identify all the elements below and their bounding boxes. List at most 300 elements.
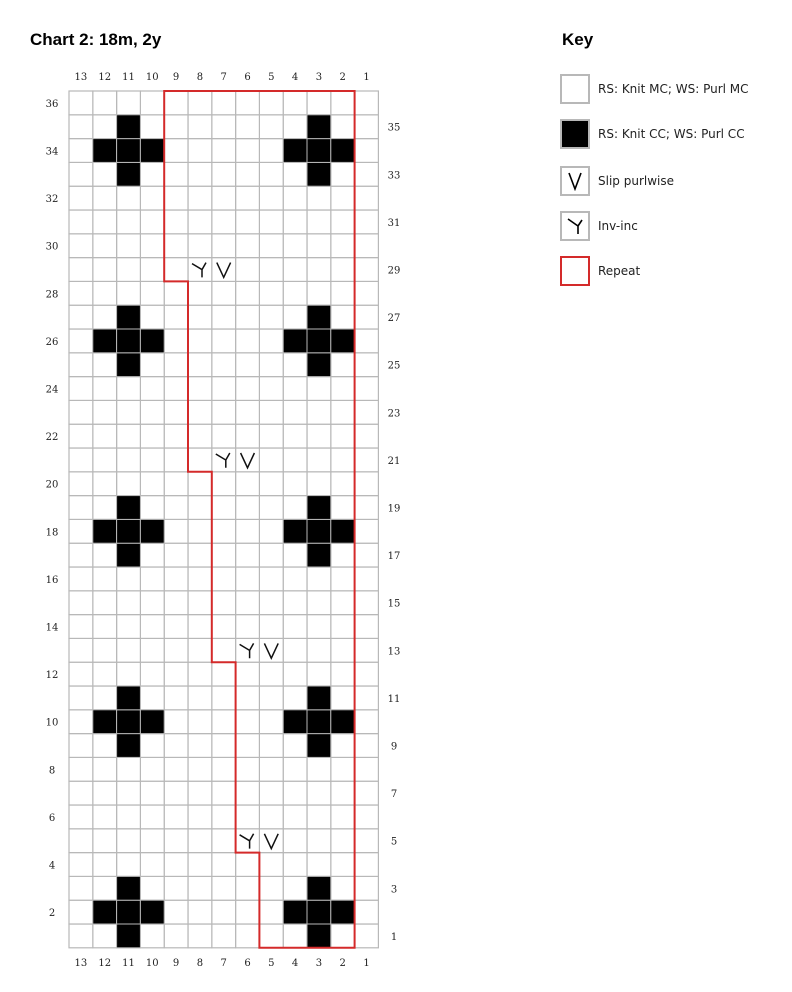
grid-cell xyxy=(283,591,307,615)
grid-cell xyxy=(307,258,331,282)
row-label-right: 23 xyxy=(387,408,401,420)
grid-cell xyxy=(283,162,307,186)
grid-cell xyxy=(188,400,212,424)
grid-cell xyxy=(188,734,212,758)
grid-cell xyxy=(188,353,212,377)
grid-cell xyxy=(164,305,188,329)
legend-label: Repeat xyxy=(598,264,641,278)
cc-cell xyxy=(117,329,141,353)
row-label-right: 3 xyxy=(390,884,398,896)
grid-cell xyxy=(69,210,93,234)
grid-cell xyxy=(93,234,117,258)
grid-cell xyxy=(140,353,164,377)
grid-cell xyxy=(236,305,260,329)
cc-cell xyxy=(117,710,141,734)
row-label-right: 5 xyxy=(390,836,398,848)
column-label-top: 8 xyxy=(196,72,204,83)
cc-cell xyxy=(140,900,164,924)
grid-cell xyxy=(283,234,307,258)
grid-cell xyxy=(164,400,188,424)
grid-cell xyxy=(236,115,260,139)
grid-cell xyxy=(93,400,117,424)
cc-cell xyxy=(93,139,117,163)
grid-cell xyxy=(93,281,117,305)
grid-cell xyxy=(307,281,331,305)
cc-cell xyxy=(307,924,331,948)
column-label-bottom: 4 xyxy=(291,957,299,969)
grid-cell xyxy=(93,115,117,139)
grid-cell xyxy=(331,543,355,567)
grid-cell xyxy=(69,424,93,448)
grid-cell xyxy=(140,876,164,900)
grid-cell xyxy=(236,472,260,496)
cc-cell xyxy=(117,519,141,543)
cc-cell xyxy=(140,329,164,353)
grid-cell xyxy=(69,281,93,305)
grid-cell xyxy=(93,781,117,805)
legend-label: Slip purlwise xyxy=(598,174,674,188)
inv-inc-icon xyxy=(560,211,590,241)
grid-cell xyxy=(140,472,164,496)
grid-cell xyxy=(259,400,283,424)
grid-cell xyxy=(355,472,379,496)
grid-cell xyxy=(117,234,141,258)
grid-cell xyxy=(331,281,355,305)
cc-cell xyxy=(331,900,355,924)
grid-cell xyxy=(259,781,283,805)
grid-cell xyxy=(212,924,236,948)
grid-cell xyxy=(259,519,283,543)
grid-cell xyxy=(236,281,260,305)
row-label-left: 14 xyxy=(45,622,59,634)
row-label-right: 19 xyxy=(387,503,401,515)
cc-cell xyxy=(283,329,307,353)
cc-cell xyxy=(117,139,141,163)
grid-cell xyxy=(93,472,117,496)
grid-cell xyxy=(188,876,212,900)
grid-cell xyxy=(69,924,93,948)
row-label-right: 9 xyxy=(390,741,398,753)
cc-cell xyxy=(93,329,117,353)
grid-cell xyxy=(164,924,188,948)
legend-label: RS: Knit MC; WS: Purl MC xyxy=(598,82,749,96)
grid-cell xyxy=(236,805,260,829)
grid-cell xyxy=(236,662,260,686)
grid-cell xyxy=(212,353,236,377)
cc-cell xyxy=(117,115,141,139)
grid-cell xyxy=(355,258,379,282)
grid-cell xyxy=(212,400,236,424)
row-label-right: 21 xyxy=(387,455,401,467)
cc-cell xyxy=(117,686,141,710)
grid-cell xyxy=(164,519,188,543)
grid-cell xyxy=(236,543,260,567)
grid-cell xyxy=(259,139,283,163)
grid-cell xyxy=(331,424,355,448)
grid-cell xyxy=(69,186,93,210)
grid-cell xyxy=(212,686,236,710)
grid-cell xyxy=(331,686,355,710)
cc-cell xyxy=(117,734,141,758)
grid-cell xyxy=(331,876,355,900)
cc-cell xyxy=(140,139,164,163)
grid-cell xyxy=(93,615,117,639)
grid-cell xyxy=(188,234,212,258)
grid-cell xyxy=(140,91,164,115)
grid-cell xyxy=(117,377,141,401)
grid-cell xyxy=(236,734,260,758)
grid-cell xyxy=(236,876,260,900)
cc-cell xyxy=(307,139,331,163)
grid-cell xyxy=(69,377,93,401)
grid-cell xyxy=(140,115,164,139)
column-label-top: 13 xyxy=(74,72,88,83)
grid-cell xyxy=(164,424,188,448)
grid-cell xyxy=(236,519,260,543)
grid-cell xyxy=(69,662,93,686)
column-label-top: 11 xyxy=(122,72,135,83)
grid-cell xyxy=(283,829,307,853)
cc-cell xyxy=(117,876,141,900)
grid-cell xyxy=(355,757,379,781)
grid-cell xyxy=(140,829,164,853)
grid-cell xyxy=(212,757,236,781)
grid-cell xyxy=(212,234,236,258)
row-label-right: 27 xyxy=(387,313,401,325)
grid-cell xyxy=(212,805,236,829)
grid-cell xyxy=(355,829,379,853)
grid-cell xyxy=(69,710,93,734)
grid-cell xyxy=(259,496,283,520)
legend-item-knit-mc xyxy=(560,73,749,105)
grid-cell xyxy=(259,234,283,258)
grid-cell xyxy=(331,258,355,282)
cc-cell xyxy=(307,496,331,520)
row-label-right: 1 xyxy=(390,931,398,943)
grid-cell xyxy=(188,91,212,115)
grid-cell xyxy=(164,258,188,282)
grid-cell xyxy=(307,234,331,258)
grid-cell xyxy=(331,805,355,829)
grid-cell xyxy=(188,615,212,639)
grid-cell xyxy=(355,781,379,805)
cc-cell xyxy=(117,900,141,924)
grid-cell xyxy=(188,472,212,496)
grid-cell xyxy=(188,900,212,924)
grid-cell xyxy=(236,757,260,781)
grid-cell xyxy=(259,115,283,139)
grid-cell xyxy=(355,924,379,948)
grid-cell xyxy=(283,353,307,377)
grid-cell xyxy=(117,91,141,115)
grid-cell xyxy=(164,615,188,639)
grid-cell xyxy=(164,234,188,258)
grid-cell xyxy=(236,781,260,805)
grid-cell xyxy=(236,139,260,163)
grid-cell xyxy=(212,377,236,401)
grid-cell xyxy=(69,734,93,758)
cc-cell xyxy=(307,543,331,567)
grid-cell xyxy=(140,638,164,662)
grid-cell xyxy=(69,305,93,329)
cc-cell xyxy=(93,519,117,543)
grid-cell xyxy=(283,258,307,282)
grid-cell xyxy=(117,853,141,877)
grid-cell xyxy=(93,377,117,401)
grid-cell xyxy=(355,448,379,472)
grid-cell xyxy=(117,781,141,805)
grid-cell xyxy=(164,139,188,163)
grid-cell xyxy=(140,424,164,448)
row-label-right: 33 xyxy=(387,170,401,182)
grid-cell xyxy=(93,924,117,948)
grid-cell xyxy=(140,281,164,305)
grid-cell xyxy=(307,757,331,781)
grid-cell xyxy=(93,162,117,186)
grid-cell xyxy=(140,805,164,829)
grid-cell xyxy=(93,305,117,329)
grid-cell xyxy=(93,757,117,781)
grid-cell xyxy=(331,734,355,758)
row-label-left: 34 xyxy=(45,146,59,158)
grid-cell xyxy=(212,710,236,734)
column-label-top: 10 xyxy=(145,72,159,83)
grid-cell xyxy=(236,258,260,282)
grid-cell xyxy=(283,186,307,210)
grid-cell xyxy=(212,139,236,163)
cc-cell xyxy=(117,496,141,520)
grid-cell xyxy=(69,162,93,186)
grid-cell xyxy=(188,377,212,401)
grid-cell xyxy=(212,638,236,662)
row-label-left: 18 xyxy=(45,527,59,539)
grid-cell xyxy=(259,615,283,639)
grid-cell xyxy=(259,377,283,401)
grid-cell xyxy=(164,710,188,734)
grid-cell xyxy=(164,496,188,520)
grid-cell xyxy=(259,258,283,282)
grid-cell xyxy=(259,91,283,115)
cc-cell xyxy=(307,115,331,139)
grid-cell xyxy=(164,591,188,615)
grid-cell xyxy=(212,91,236,115)
grid-cell xyxy=(307,91,331,115)
grid-cell xyxy=(188,853,212,877)
grid-cell xyxy=(259,734,283,758)
grid-cell xyxy=(236,186,260,210)
grid-cell xyxy=(93,567,117,591)
grid-cell xyxy=(188,448,212,472)
grid-cell xyxy=(283,638,307,662)
grid-cell xyxy=(93,591,117,615)
grid-cell xyxy=(259,305,283,329)
grid-cell xyxy=(355,115,379,139)
grid-cell xyxy=(140,615,164,639)
grid-cell xyxy=(236,829,260,853)
grid-cell xyxy=(236,210,260,234)
cc-cell xyxy=(331,519,355,543)
cc-cell xyxy=(307,353,331,377)
row-label-right: 29 xyxy=(387,265,401,277)
grid-cell xyxy=(164,115,188,139)
row-label-left: 2 xyxy=(48,908,56,920)
grid-cell xyxy=(140,924,164,948)
grid-cell xyxy=(355,900,379,924)
slip-purlwise-icon xyxy=(560,166,590,196)
grid-cell xyxy=(188,519,212,543)
column-label-bottom: 12 xyxy=(98,957,112,969)
grid-cell xyxy=(69,757,93,781)
grid-cell xyxy=(140,853,164,877)
cc-cell xyxy=(117,305,141,329)
cc-cell xyxy=(331,710,355,734)
grid-cell xyxy=(236,377,260,401)
grid-cell xyxy=(236,615,260,639)
grid-cell xyxy=(307,424,331,448)
grid-cell xyxy=(236,424,260,448)
grid-cell xyxy=(307,805,331,829)
column-label-bottom: 1 xyxy=(363,957,370,969)
grid-cell xyxy=(188,924,212,948)
grid-cell xyxy=(212,900,236,924)
grid-cell xyxy=(212,734,236,758)
column-label-bottom: 2 xyxy=(339,957,346,969)
grid-cell xyxy=(355,91,379,115)
cc-cell xyxy=(117,543,141,567)
grid-cell xyxy=(331,305,355,329)
grid-cell xyxy=(164,281,188,305)
grid-cell xyxy=(283,757,307,781)
grid-cell xyxy=(236,234,260,258)
grid-cell xyxy=(164,686,188,710)
grid-cell xyxy=(259,210,283,234)
grid-cell xyxy=(212,115,236,139)
grid-cell xyxy=(283,305,307,329)
column-label-bottom: 8 xyxy=(196,957,204,969)
cc-cell xyxy=(307,305,331,329)
grid-cell xyxy=(283,781,307,805)
grid-cell xyxy=(188,757,212,781)
grid-cell xyxy=(259,591,283,615)
grid-cell xyxy=(283,448,307,472)
column-label-bottom: 6 xyxy=(244,957,251,969)
grid-cell xyxy=(236,567,260,591)
grid-cell xyxy=(188,829,212,853)
row-label-left: 20 xyxy=(45,479,59,491)
grid-cell xyxy=(283,662,307,686)
grid-cell xyxy=(164,638,188,662)
grid-cell xyxy=(331,115,355,139)
grid-cell xyxy=(212,424,236,448)
grid-cell xyxy=(69,496,93,520)
grid-cell xyxy=(259,162,283,186)
grid-cell xyxy=(259,662,283,686)
grid-cell xyxy=(259,543,283,567)
grid-cell xyxy=(307,591,331,615)
grid-cell xyxy=(283,281,307,305)
grid-cell xyxy=(355,615,379,639)
grid-cell xyxy=(117,829,141,853)
grid-cell xyxy=(188,210,212,234)
grid-cell xyxy=(331,496,355,520)
grid-cell xyxy=(307,377,331,401)
grid-cell xyxy=(355,305,379,329)
cc-cell xyxy=(283,900,307,924)
grid-cell xyxy=(164,91,188,115)
grid-cell xyxy=(355,710,379,734)
cc-cell xyxy=(140,519,164,543)
chart-title: Chart 2: 18m, 2y xyxy=(30,30,162,49)
grid-cell xyxy=(164,900,188,924)
grid-cell xyxy=(307,400,331,424)
legend-label: Inv-inc xyxy=(598,219,638,233)
row-label-left: 16 xyxy=(45,574,59,586)
grid-cell xyxy=(164,448,188,472)
grid-cell xyxy=(259,472,283,496)
grid-cell xyxy=(69,638,93,662)
legend-item-slip-purlwise xyxy=(560,165,674,197)
grid-cell xyxy=(259,757,283,781)
row-label-left: 6 xyxy=(48,812,56,824)
grid-cell xyxy=(212,591,236,615)
cc-cell xyxy=(283,519,307,543)
grid-cell xyxy=(307,472,331,496)
column-label-top: 2 xyxy=(339,72,346,83)
grid-cell xyxy=(259,329,283,353)
cc-cell xyxy=(117,924,141,948)
grid-cell xyxy=(355,734,379,758)
grid-cell xyxy=(140,686,164,710)
grid-cell xyxy=(164,377,188,401)
grid-cell xyxy=(93,876,117,900)
column-label-top: 12 xyxy=(98,72,112,83)
grid-cell xyxy=(117,210,141,234)
cc-cell xyxy=(283,710,307,734)
grid-cell xyxy=(140,734,164,758)
grid-cell xyxy=(140,400,164,424)
grid-cell xyxy=(283,91,307,115)
grid-cell xyxy=(283,615,307,639)
grid-cell xyxy=(331,448,355,472)
grid-cell xyxy=(283,115,307,139)
column-label-bottom: 3 xyxy=(315,957,323,969)
grid-cell xyxy=(212,496,236,520)
grid-cell xyxy=(164,353,188,377)
grid-cell xyxy=(307,662,331,686)
grid-cell xyxy=(331,400,355,424)
column-label-top: 1 xyxy=(363,72,370,83)
grid-cell xyxy=(93,186,117,210)
grid-cell xyxy=(259,186,283,210)
grid-cell xyxy=(164,543,188,567)
grid-cell xyxy=(69,400,93,424)
grid-cell xyxy=(212,162,236,186)
grid-cell xyxy=(140,258,164,282)
grid-cell xyxy=(212,829,236,853)
grid-cell xyxy=(355,424,379,448)
grid-cell xyxy=(164,805,188,829)
grid-cell xyxy=(212,853,236,877)
black-square-icon xyxy=(560,119,590,149)
grid-cell xyxy=(331,472,355,496)
grid-cell xyxy=(283,876,307,900)
grid-cell xyxy=(140,543,164,567)
grid-cell xyxy=(93,853,117,877)
grid-cell xyxy=(117,638,141,662)
repeat-box-icon xyxy=(560,256,590,286)
grid-cell xyxy=(355,353,379,377)
grid-cell xyxy=(236,353,260,377)
